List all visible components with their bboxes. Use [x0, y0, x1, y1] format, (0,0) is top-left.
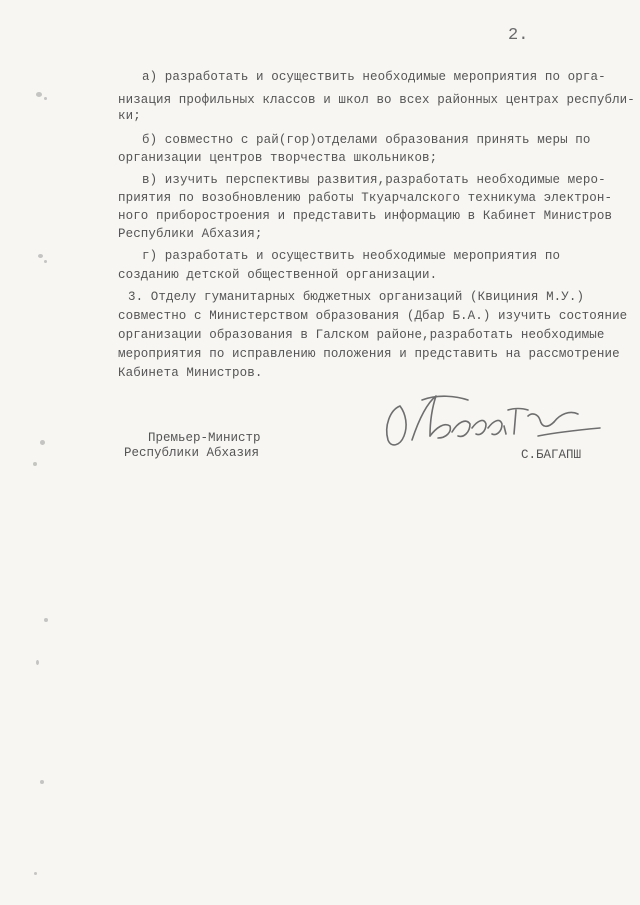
scan-speck	[36, 660, 39, 665]
scan-speck	[44, 618, 48, 622]
body-line: г) разработать и осуществить необходимые мероприятия по	[142, 249, 561, 263]
handwritten-signature	[378, 388, 608, 458]
body-line: организации образования в Галском районе,разработать необходимые	[118, 328, 605, 342]
body-line: в) изучить перспективы развития,разработать необходимые меро-	[142, 173, 606, 187]
body-line: 3. Отделу гуманитарных бюджетных организаций (Квициния М.У.)	[128, 290, 585, 304]
body-line: приятия по возобновлению работы Ткуарчалского техникума электрон-	[118, 191, 613, 205]
scan-speck	[44, 97, 47, 100]
scan-speck	[40, 780, 44, 784]
body-line: организации центров творчества школьников;	[118, 151, 438, 165]
page-number: 2.	[508, 26, 529, 45]
signatory-name: С.БАГАПШ	[521, 448, 582, 462]
scan-speck	[34, 872, 37, 875]
scan-speck	[40, 440, 45, 445]
body-line: Кабинета Министров.	[118, 366, 263, 380]
signatory-title: Республики Абхазия	[124, 446, 260, 460]
body-line: б) совместно с рай(гор)отделами образования принять меры по	[142, 133, 591, 147]
body-line: созданию детской общественной организации.	[118, 268, 438, 282]
scan-speck	[33, 462, 37, 466]
body-line: Республики Абхазия;	[118, 227, 263, 241]
body-line: ки;	[118, 109, 141, 123]
scan-speck	[38, 254, 43, 258]
body-line: совместно с Министерством образования (Дбар Б.А.) изучить состояние	[118, 309, 628, 323]
signatory-title: Премьер-Министр	[148, 431, 261, 445]
body-line: низация профильных классов и школ во всех районных центрах республи-	[118, 93, 635, 107]
body-line: мероприятия по исправлению положения и представить на рассмотрение	[118, 347, 620, 361]
scan-speck	[44, 260, 47, 263]
scan-speck	[36, 92, 42, 97]
body-line: а) разработать и осуществить необходимые мероприятия по орга-	[142, 70, 606, 84]
body-line: ного приборостроения и представить информацию в Кабинет Министров	[118, 209, 613, 223]
